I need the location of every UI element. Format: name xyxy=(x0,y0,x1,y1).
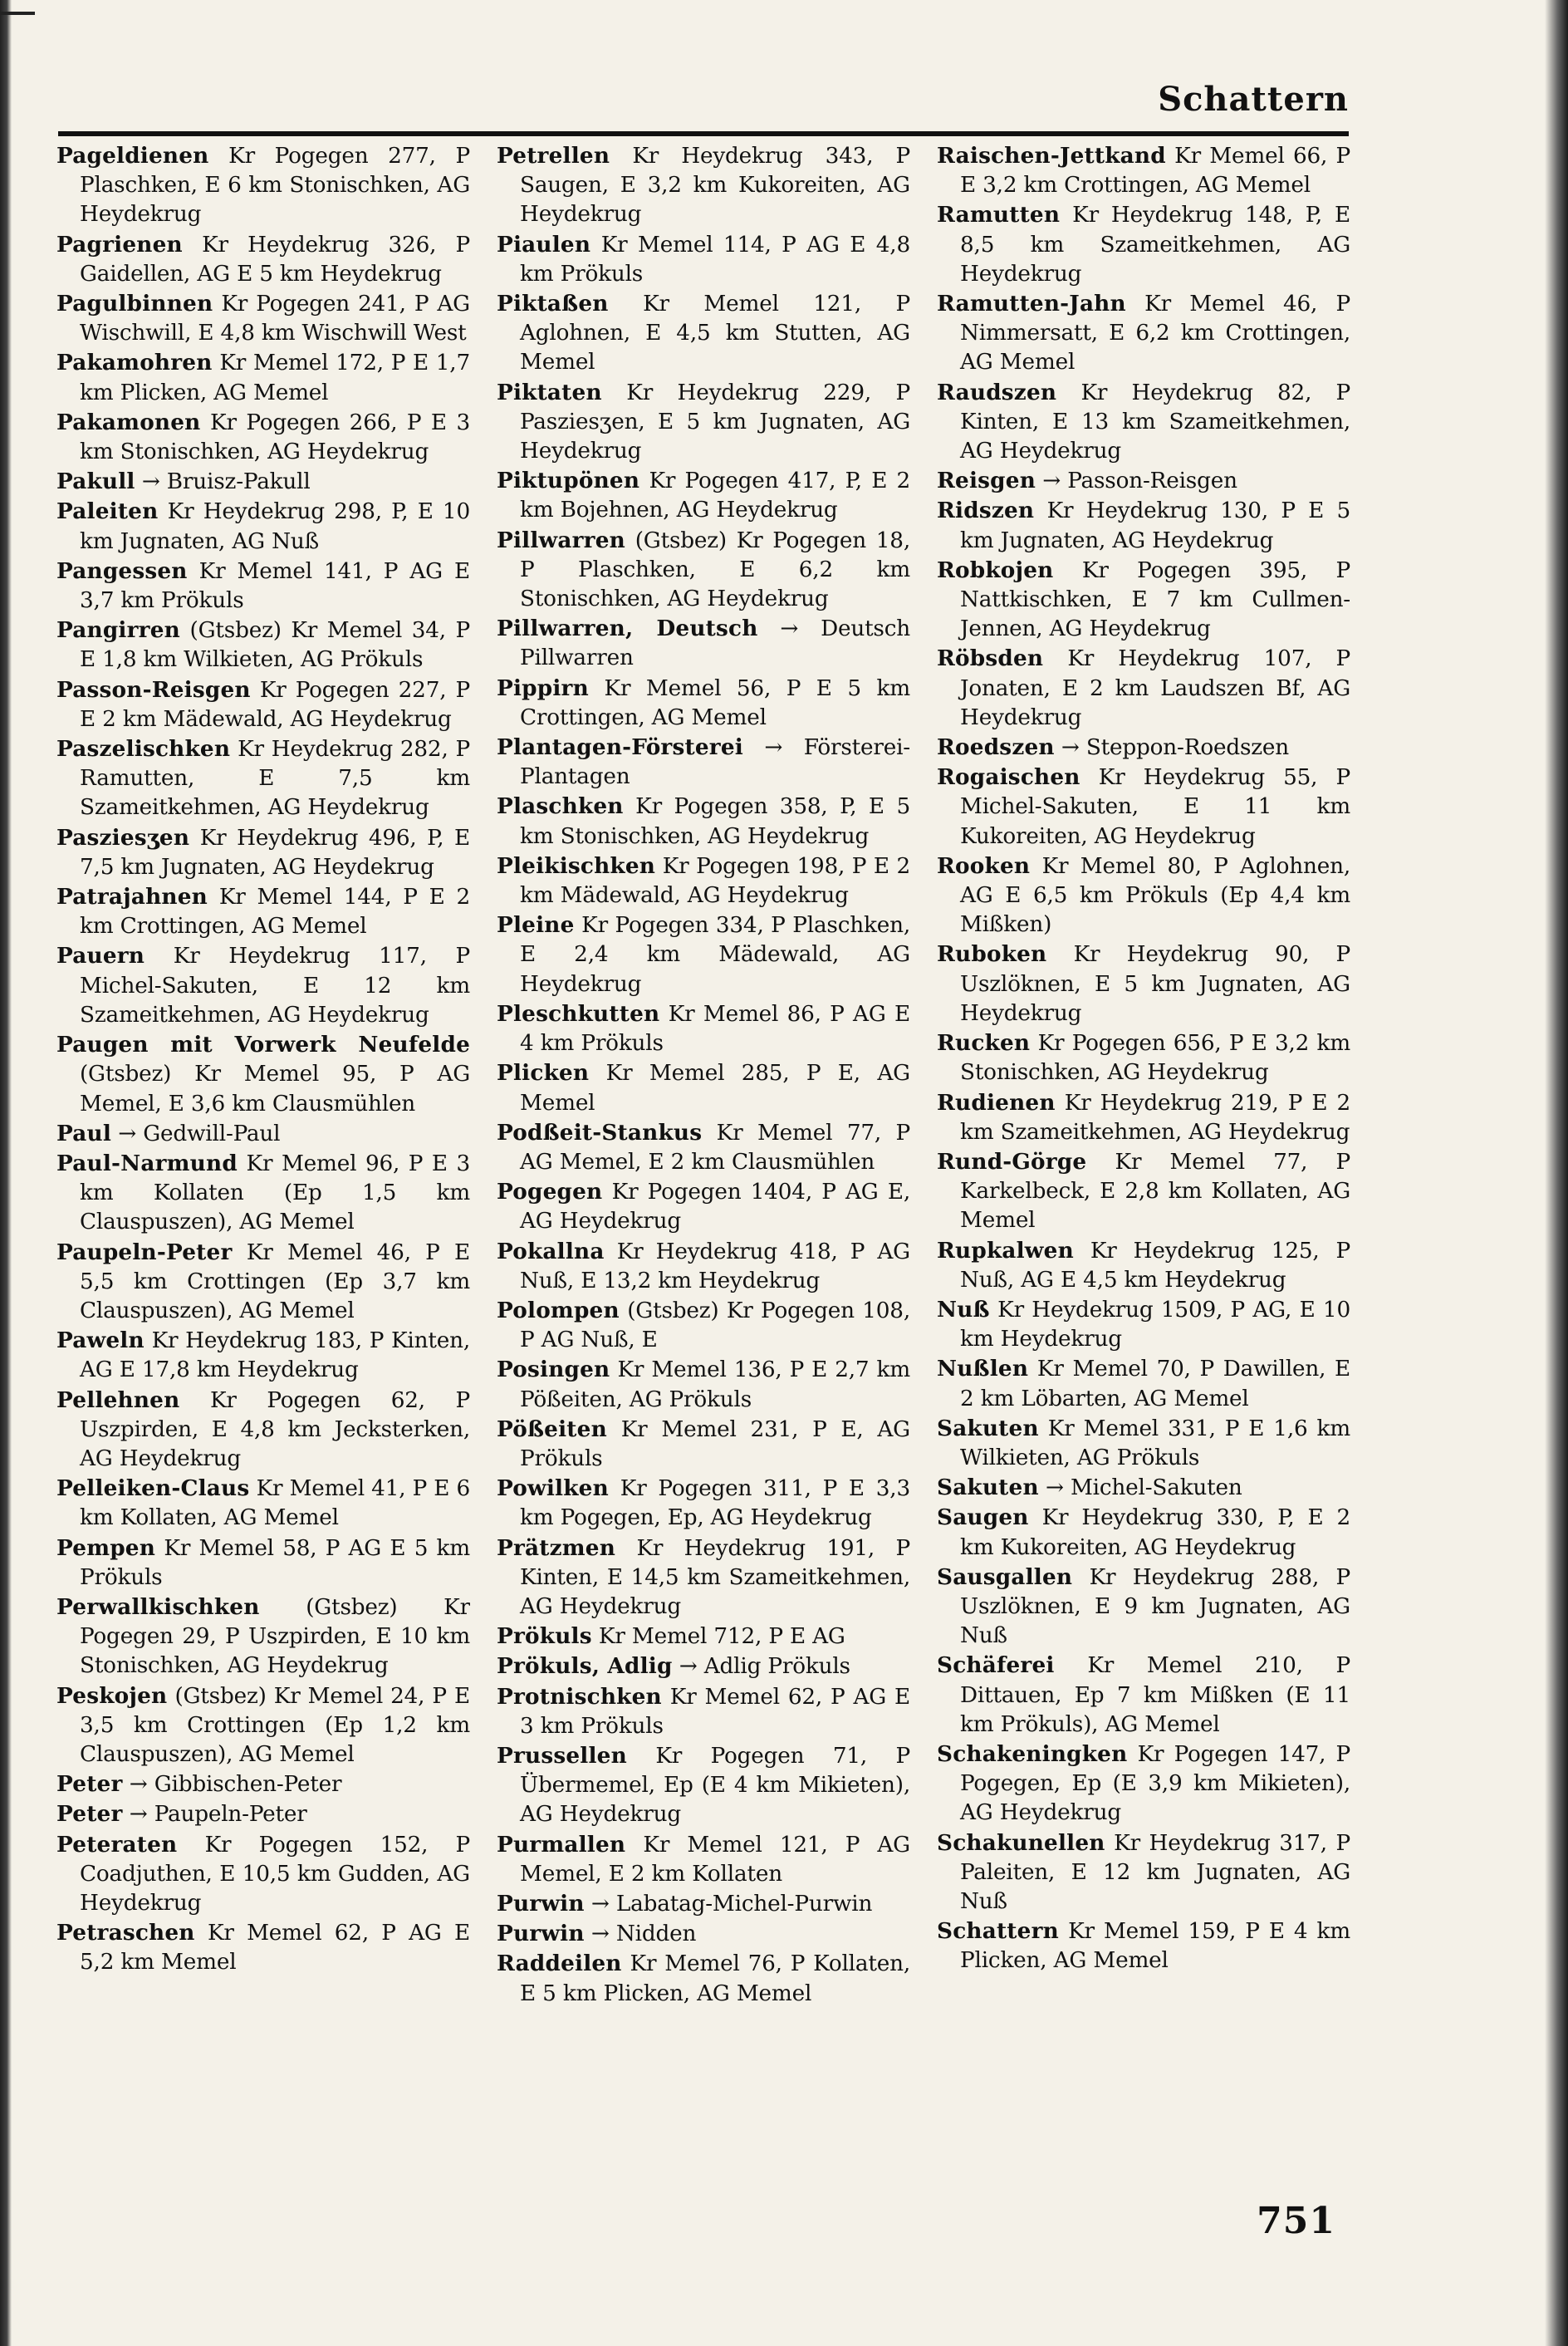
gazetteer-entry xyxy=(937,1651,1350,1740)
entry-place-name: Pagulbinnen xyxy=(56,291,213,317)
entry-place-name: Purmallen xyxy=(497,1831,626,1858)
entry-details: Kr Heydekrug 82, P Kinten, E 13 km Szameitkehmen, AG Heydekrug xyxy=(960,380,1350,464)
entry-details: Kr Memel 58, P AG E 5 km Prökuls xyxy=(80,1535,470,1590)
entry-details: (Gtsbez) Kr Pogegen 108, P AG Nuß, E xyxy=(520,1298,910,1353)
entry-details: Kr Heydekrug 330, P, E 2 km Kukoreiten, AG Heydekrug xyxy=(960,1505,1350,1560)
entry-place-name: Prökuls xyxy=(497,1623,592,1650)
entry-details: Kr Memel 159, P E 4 km Plicken, AG Memel xyxy=(960,1919,1350,1974)
entry-details: (Gtsbez) Kr Memel 24, P E 3,5 km Crottingen (Ep 1,2 km Clauspuszen), AG Memel xyxy=(80,1683,470,1767)
entry-details: Kr Heydekrug 229, P Pasziesʒen, E 5 km Jugnaten, AG Heydekrug xyxy=(520,380,910,464)
entry-details: Kr Pogegen 147, P Pogegen, Ep (E 3,9 km Mikieten), AG Heydekrug xyxy=(960,1741,1350,1826)
gazetteer-entry xyxy=(497,910,910,999)
gazetteer-entry xyxy=(56,1030,470,1119)
entry-details: Kr Pogegen 152, P Coadjuthen, E 10,5 km Gudden, AG Heydekrug xyxy=(80,1832,470,1916)
entry-place-name: Sausgallen xyxy=(937,1563,1073,1590)
gazetteer-entry xyxy=(56,467,470,497)
entry-details: Kr Pogegen 277, P Plaschken, E 6 km Stonischken, AG Heydekrug xyxy=(80,144,470,228)
gazetteer-entry xyxy=(497,1919,910,1949)
entry-place-name: Plicken xyxy=(497,1060,590,1087)
entry-details: → Passon-Reisgen xyxy=(1042,469,1237,494)
entry-details: → Försterei-Plantagen xyxy=(520,735,910,790)
entry-place-name: Paupeln-Peter xyxy=(56,1239,233,1265)
entry-place-name: Pagrienen xyxy=(56,231,183,258)
entry-place-name: Paul-Narmund xyxy=(56,1150,238,1176)
gazetteer-entry xyxy=(56,616,470,675)
entry-place-name: Schakeningken xyxy=(937,1740,1128,1767)
entry-details: Kr Memel 136, P E 2,7 km Pößeiten, AG Prökuls xyxy=(520,1357,910,1412)
gazetteer-entry xyxy=(937,1028,1350,1087)
gazetteer-entry xyxy=(937,141,1350,200)
entry-place-name: Paul xyxy=(56,1120,112,1146)
entry-details: Kr Pogegen 266, P E 3 km Stonischken, AG Heydekrug xyxy=(80,410,470,465)
entry-details: Kr Heydekrug 55, P Michel-Sakuten, E 11 km Kukoreiten, AG Heydekrug xyxy=(960,765,1350,849)
gazetteer-entry xyxy=(497,614,910,673)
entry-details: → Paupeln-Peter xyxy=(129,1802,307,1828)
gazetteer-entry xyxy=(937,763,1350,852)
gazetteer-entry xyxy=(497,1889,910,1919)
entry-place-name: Purwin xyxy=(497,1890,585,1917)
gazetteer-entry xyxy=(497,1118,910,1177)
entry-details: Kr Heydekrug 496, P, E 7,5 km Jugnaten, AG Heydekrug xyxy=(80,825,470,880)
entry-place-name: Rupkalwen xyxy=(937,1237,1074,1264)
entry-details: → Steppon-Roedszen xyxy=(1061,735,1290,761)
entry-details: Kr Pogegen 62, P Uszpirden, E 4,8 km Jecksterken, AG Heydekrug xyxy=(80,1387,470,1471)
entry-place-name: Pogegen xyxy=(497,1179,603,1205)
gazetteer-entry xyxy=(56,1593,470,1681)
entry-place-name: Petrellen xyxy=(497,143,610,169)
entry-place-name: Peter xyxy=(56,1771,123,1798)
entry-place-name: Pasziesʒen xyxy=(56,824,190,851)
entry-place-name: Roedszen xyxy=(937,734,1055,761)
entry-place-name: Pellehnen xyxy=(56,1386,180,1413)
entry-place-name: Paugen mit Vorwerk Neufelde xyxy=(56,1032,470,1058)
entry-details: Kr Memel 41, P E 6 km Kollaten, AG Memel xyxy=(80,1476,470,1531)
entry-details: Kr Pogegen 227, P E 2 km Mädewald, AG Heydekrug xyxy=(80,677,470,732)
gazetteer-entry xyxy=(56,1534,470,1593)
entry-place-name: Pippirn xyxy=(497,675,589,701)
entry-details: Kr Heydekrug 183, P Kinten, AG E 17,8 km Heydekrug xyxy=(80,1328,470,1383)
gazetteer-entry xyxy=(937,1473,1350,1503)
entry-details: Kr Memel 62, P AG E 3 km Prökuls xyxy=(520,1684,910,1739)
entry-place-name: Piktupönen xyxy=(497,468,640,494)
gazetteer-entry xyxy=(497,674,910,733)
entry-details: Kr Heydekrug 107, P Jonaten, E 2 km Laudszen Bf, AG Heydekrug xyxy=(960,646,1350,730)
entry-details: Kr Pogegen 358, P, E 5 km Stonischken, AG Heydekrug xyxy=(520,794,910,849)
entry-place-name: Powilken xyxy=(497,1475,609,1502)
entry-details: Kr Memel 77, P AG Memel, E 2 km Clausmühlen xyxy=(520,1120,910,1175)
entry-place-name: Pangirren xyxy=(56,617,180,644)
entry-place-name: Ramutten-Jahn xyxy=(937,291,1126,317)
gazetteer-entry xyxy=(56,348,470,407)
entry-details: Kr Memel 144, P E 2 km Crottingen, AG Memel xyxy=(80,885,470,940)
entry-details: Kr Heydekrug 317, P Paleiten, E 12 km Jugnaten, AG Nuß xyxy=(960,1830,1350,1914)
gazetteer-entry xyxy=(56,1119,470,1149)
gazetteer-entry xyxy=(56,1386,470,1475)
gazetteer-entry xyxy=(937,1828,1350,1917)
entry-place-name: Schakunellen xyxy=(937,1829,1105,1856)
entry-details: Kr Heydekrug 288, P Uszlöknen, E 9 km Jugnaten, AG Nuß xyxy=(960,1564,1350,1649)
gazetteer-entry xyxy=(56,1830,470,1919)
gazetteer-entry xyxy=(937,289,1350,378)
gazetteer-entry xyxy=(56,1769,470,1799)
entry-details: Kr Heydekrug 90, P Uszlöknen, E 5 km Jugnaten, AG Heydekrug xyxy=(960,942,1350,1026)
entry-details: Kr Pogegen 417, P, E 2 km Bojehnen, AG Heydekrug xyxy=(520,469,910,523)
entry-place-name: Pakull xyxy=(56,469,135,495)
gazetteer-entry xyxy=(56,141,470,230)
entry-details: Kr Heydekrug 125, P Nuß, AG E 4,5 km Heydekrug xyxy=(960,1238,1350,1293)
gazetteer-entry xyxy=(497,1296,910,1355)
gazetteer-entry xyxy=(56,1326,470,1385)
gazetteer-entry xyxy=(56,1918,470,1977)
entry-details: Kr Memel 121, P AG Memel, E 2 km Kollaten xyxy=(520,1832,910,1887)
entry-place-name: Pageldienen xyxy=(56,143,209,169)
gazetteer-entry xyxy=(937,200,1350,289)
entry-place-name: Pelleiken-Claus xyxy=(56,1475,250,1502)
column-right xyxy=(937,141,1350,2193)
entry-details: Kr Heydekrug 343, P Saugen, E 3,2 km Kukoreiten, AG Heydekrug xyxy=(520,144,910,228)
entry-place-name: Prätzmen xyxy=(497,1534,616,1561)
gazetteer-entry xyxy=(937,940,1350,1028)
entry-details: Kr Memel 96, P E 3 km Kollaten (Ep 1,5 km Clauspuszen), AG Memel xyxy=(80,1151,470,1235)
entry-place-name: Rogaischen xyxy=(937,764,1080,791)
entry-place-name: Sakuten xyxy=(937,1475,1039,1501)
entry-details: Kr Heydekrug 1509, P AG, E 10 km Heydekrug xyxy=(960,1297,1350,1352)
entry-place-name: Paleiten xyxy=(56,498,159,525)
entry-details: → Labatag-Michel-Purwin xyxy=(590,1891,873,1917)
entry-place-name: Pleikischken xyxy=(497,852,656,879)
gazetteer-entry xyxy=(56,882,470,941)
gazetteer-entry xyxy=(497,999,910,1058)
entry-place-name: Pempen xyxy=(56,1534,156,1561)
entry-details: Kr Pogegen 71, P Übermemel, Ep (E 4 km Mikieten), AG Heydekrug xyxy=(520,1743,910,1828)
entry-details: Kr Pogegen 1404, P AG E, AG Heydekrug xyxy=(520,1180,910,1234)
entry-details: → Michel-Sakuten xyxy=(1045,1475,1242,1501)
gazetteer-entry xyxy=(937,1236,1350,1295)
entry-details: Kr Heydekrug 326, P Gaidellen, AG E 5 km Heydekrug xyxy=(80,232,470,287)
gazetteer-entry xyxy=(56,230,470,289)
entry-place-name: Protnischken xyxy=(497,1683,662,1710)
gazetteer-entry xyxy=(56,941,470,1030)
gazetteer-entry xyxy=(937,1295,1350,1354)
gazetteer-entry xyxy=(497,378,910,467)
gazetteer-entry xyxy=(56,675,470,734)
entry-details: Kr Heydekrug 219, P E 2 km Szameitkehmen, AG Heydekrug xyxy=(960,1090,1350,1145)
entry-place-name: Plantagen-Försterei xyxy=(497,734,743,761)
gazetteer-entry xyxy=(497,1741,910,1830)
entry-details: Kr Memel 121, P Aglohnen, E 4,5 km Stutten, AG Memel xyxy=(520,292,910,375)
entry-place-name: Pillwarren, Deutsch xyxy=(497,616,758,642)
entry-place-name: Peskojen xyxy=(56,1682,168,1709)
entry-details: Kr Memel 70, P Dawillen, E 2 km Löbarten, AG Memel xyxy=(960,1357,1350,1411)
entry-place-name: Plaschken xyxy=(497,793,624,820)
gazetteer-entry xyxy=(497,1622,910,1652)
page-right-edge-shadow xyxy=(1545,0,1568,2346)
entry-place-name: Perwallkischken xyxy=(56,1593,260,1620)
entry-place-name: Patrajahnen xyxy=(56,884,208,910)
entry-place-name: Sakuten xyxy=(937,1415,1039,1441)
gazetteer-entry xyxy=(56,289,470,348)
entry-details: Kr Memel 62, P AG E 5,2 km Memel xyxy=(80,1921,470,1975)
entry-details: → Adlig Prökuls xyxy=(679,1654,850,1680)
entry-place-name: Rucken xyxy=(937,1030,1031,1057)
gazetteer-entry xyxy=(937,1740,1350,1828)
entry-details: Kr Pogegen 311, P E 3,3 km Pogegen, Ep, AG Heydekrug xyxy=(520,1476,910,1531)
gazetteer-entry xyxy=(56,823,470,882)
entry-place-name: Piktaßen xyxy=(497,291,609,317)
gazetteer-entry xyxy=(497,1355,910,1414)
entry-place-name: Prussellen xyxy=(497,1742,627,1769)
entry-details: → Gibbischen-Peter xyxy=(129,1772,342,1798)
entry-place-name: Rooken xyxy=(937,852,1031,879)
entry-place-name: Pauern xyxy=(56,943,145,969)
gazetteer-entry xyxy=(937,378,1350,467)
entry-place-name: Rund-Görge xyxy=(937,1148,1087,1175)
entry-details: Kr Pogegen 395, P Nattkischken, E 7 km Cullmen-Jennen, AG Heydekrug xyxy=(960,557,1350,642)
entry-details: Kr Memel 77, P Karkelbeck, E 2,8 km Kollaten, AG Memel xyxy=(960,1149,1350,1234)
page-number: 751 xyxy=(1257,2200,1335,2242)
entry-place-name: Pakamonen xyxy=(56,409,201,435)
entry-place-name: Nußlen xyxy=(937,1356,1029,1382)
entry-place-name: Purwin xyxy=(497,1921,585,1947)
entry-place-name: Podßeit-Stankus xyxy=(497,1119,703,1146)
entry-place-name: Pakamohren xyxy=(56,350,213,376)
gazetteer-entry xyxy=(497,1534,910,1622)
gazetteer-entry xyxy=(497,230,910,289)
entry-place-name: Piktaten xyxy=(497,379,602,405)
gazetteer-entry xyxy=(937,1088,1350,1147)
entry-details: Kr Pogegen 334, P Plaschken, E 2,4 km Mädewald, AG Heydekrug xyxy=(520,913,910,997)
entry-details: Kr Heydekrug 418, P AG Nuß, E 13,2 km Heydekrug xyxy=(520,1239,910,1293)
entry-place-name: Raischen-Jettkand xyxy=(937,143,1166,169)
entry-place-name: Ramutten xyxy=(937,202,1061,228)
entry-place-name: Pangessen xyxy=(56,557,188,584)
entry-place-name: Pillwarren xyxy=(497,527,625,553)
entry-place-name: Ridszen xyxy=(937,498,1035,524)
gazetteer-entry xyxy=(56,1149,470,1238)
entry-place-name: Peter xyxy=(56,1801,123,1828)
gazetteer-entry xyxy=(937,1147,1350,1236)
entry-details: Kr Heydekrug 148, P, E 8,5 km Szameitkehmen, AG Heydekrug xyxy=(960,203,1350,287)
header-catchword: Schattern xyxy=(1158,80,1349,119)
gazetteer-entry xyxy=(497,1415,910,1474)
gazetteer-entry xyxy=(497,289,910,378)
page-top-mark xyxy=(0,12,35,15)
gazetteer-entry xyxy=(56,1474,470,1533)
entry-details: Kr Heydekrug 130, P E 5 km Jugnaten, AG Heydekrug xyxy=(960,498,1350,553)
gazetteer-entry xyxy=(497,1949,910,2008)
entry-place-name: Peteraten xyxy=(56,1831,178,1858)
entry-place-name: Paszelischken xyxy=(56,736,231,763)
gazetteer-entry xyxy=(497,1177,910,1236)
entry-place-name: Reisgen xyxy=(937,468,1036,494)
gazetteer-entry xyxy=(937,1503,1350,1562)
entry-details: (Gtsbez) Kr Pogegen 29, P Uszpirden, E 10 km Stonischken, AG Heydekrug xyxy=(80,1594,470,1679)
entry-place-name: Piaulen xyxy=(497,231,591,258)
entry-place-name: Polompen xyxy=(497,1297,620,1323)
gazetteer-entry xyxy=(937,556,1350,645)
entry-details: Kr Memel 231, P E, AG Prökuls xyxy=(520,1416,910,1471)
entry-details: → Gedwill-Paul xyxy=(118,1121,281,1146)
gazetteer-entry xyxy=(497,526,910,615)
gazetteer-entry xyxy=(937,1414,1350,1473)
entry-place-name: Petraschen xyxy=(56,1920,195,1946)
running-header xyxy=(58,80,1349,130)
entry-details: Kr Memel 46, P Nimmersatt, E 6,2 km Crottingen, AG Memel xyxy=(960,292,1350,375)
entry-place-name: Posingen xyxy=(497,1357,610,1383)
gazetteer-entry xyxy=(56,1238,470,1327)
gazetteer-entry xyxy=(497,1652,910,1681)
entry-details: → Nidden xyxy=(590,1921,697,1947)
entry-details: Kr Heydekrug 298, P, E 10 km Jugnaten, AG Nuß xyxy=(80,499,470,554)
entry-place-name: Raddeilen xyxy=(497,1951,622,1977)
gazetteer-entry xyxy=(497,1237,910,1296)
gazetteer-entry xyxy=(937,496,1350,555)
gazetteer-entry xyxy=(497,1830,910,1889)
entry-place-name: Robkojen xyxy=(937,557,1054,583)
page-left-edge-shadow xyxy=(0,0,12,2346)
entry-details: Kr Memel 210, P Dittauen, Ep 7 km Mißken (E 11 km Prökuls), AG Memel xyxy=(960,1653,1350,1737)
entry-place-name: Saugen xyxy=(937,1504,1029,1531)
entry-details: Kr Heydekrug 282, P Ramutten, E 7,5 km Szameitkehmen, AG Heydekrug xyxy=(80,737,470,821)
gazetteer-entry xyxy=(497,792,910,851)
column-left xyxy=(56,141,470,2193)
entry-details: (Gtsbez) Kr Memel 95, P AG Memel, E 3,6 km Clausmühlen xyxy=(80,1062,470,1117)
gazetteer-entry xyxy=(56,408,470,467)
entry-details: Kr Memel 86, P AG E 4 km Prökuls xyxy=(520,1001,910,1057)
column-middle xyxy=(497,141,910,2193)
gazetteer-entry xyxy=(937,1563,1350,1652)
entry-place-name: Schäferei xyxy=(937,1652,1055,1679)
entry-details: Kr Memel 80, P Aglohnen, AG E 6,5 km Prökuls (Ep 4,4 km Mißken) xyxy=(960,853,1350,938)
entry-details: Kr Memel 712, P E AG xyxy=(598,1624,845,1650)
entry-details: Kr Heydekrug 191, P Kinten, E 14,5 km Szameitkehmen, AG Heydekrug xyxy=(520,1535,910,1619)
entry-details: Kr Memel 114, P AG E 4,8 km Prökuls xyxy=(520,232,910,287)
gazetteer-entry xyxy=(497,1474,910,1533)
entry-place-name: Nuß xyxy=(937,1296,990,1323)
entry-place-name: Pleine xyxy=(497,912,575,939)
gazetteer-entry xyxy=(56,497,470,556)
gazetteer-entry xyxy=(497,1682,910,1741)
entry-place-name: Pleschkutten xyxy=(497,1000,660,1027)
entry-details: (Gtsbez) Kr Pogegen 18, P Plaschken, E 6,2 km Stonischken, AG Heydekrug xyxy=(520,528,910,612)
gazetteer-entry xyxy=(56,1681,470,1770)
gazetteer-entry xyxy=(937,644,1350,733)
entry-details: → Bruisz-Pakull xyxy=(141,469,311,495)
entry-place-name: Raudszen xyxy=(937,379,1057,405)
entry-details: Kr Memel 285, P E, AG Memel xyxy=(520,1061,910,1116)
entry-details: Kr Memel 331, P E 1,6 km Wilkieten, AG Prökuls xyxy=(960,1416,1350,1470)
entry-place-name: Röbsden xyxy=(937,645,1044,672)
gazetteer-entry xyxy=(497,141,910,230)
entry-details: Kr Memel 46, P E 5,5 km Crottingen (Ep 3,7 km Clauspuszen), AG Memel xyxy=(80,1239,470,1323)
entry-details: → Deutsch Pillwarren xyxy=(520,616,910,671)
gazetteer-entry xyxy=(937,1354,1350,1413)
gazetteer-entry xyxy=(497,466,910,525)
entry-details: (Gtsbez) Kr Memel 34, P E 1,8 km Wilkieten, AG Prökuls xyxy=(80,618,470,673)
entry-place-name: Passon-Reisgen xyxy=(56,676,251,703)
gazetteer-entry xyxy=(497,733,910,792)
entry-place-name: Ruboken xyxy=(937,941,1047,968)
entry-details: Kr Pogegen 241, P AG Wischwill, E 4,8 km Wischwill West xyxy=(80,292,470,346)
gazetteer-entry xyxy=(937,466,1350,496)
entry-place-name: Paweln xyxy=(56,1328,145,1354)
gazetteer-entry xyxy=(497,852,910,910)
gazetteer-entry xyxy=(56,734,470,823)
gazetteer-entry xyxy=(937,1917,1350,1975)
entry-place-name: Rudienen xyxy=(937,1089,1056,1116)
entry-details: Kr Memel 172, P E 1,7 km Plicken, AG Memel xyxy=(80,351,470,405)
entry-details: Kr Pogegen 656, P E 3,2 km Stonischken, AG Heydekrug xyxy=(960,1031,1350,1086)
gazetteer-entry xyxy=(56,557,470,616)
entry-details: Kr Heydekrug 117, P Michel-Sakuten, E 12 km Szameitkehmen, AG Heydekrug xyxy=(80,944,470,1028)
entry-details: Kr Pogegen 198, P E 2 km Mädewald, AG Heydekrug xyxy=(520,853,910,909)
gazetteer-entry xyxy=(497,1058,910,1117)
entry-place-name: Pokallna xyxy=(497,1238,605,1264)
entry-place-name: Pößeiten xyxy=(497,1416,607,1442)
entry-details: Kr Memel 56, P E 5 km Crottingen, AG Memel xyxy=(520,675,910,730)
gazetteer-entry xyxy=(56,1799,470,1829)
header-rule xyxy=(58,131,1349,136)
entry-details: Kr Memel 76, P Kollaten, E 5 km Plicken, AG Memel xyxy=(520,1951,910,2006)
entry-place-name: Schattern xyxy=(937,1918,1059,1945)
gazetteer-entry xyxy=(937,733,1350,763)
gazetteer-entry xyxy=(937,852,1350,940)
entry-place-name: Prökuls, Adlig xyxy=(497,1653,673,1680)
entry-details: Kr Memel 66, P E 3,2 km Crottingen, AG Memel xyxy=(960,144,1350,199)
entry-details: Kr Memel 141, P AG E 3,7 km Prökuls xyxy=(80,558,470,614)
